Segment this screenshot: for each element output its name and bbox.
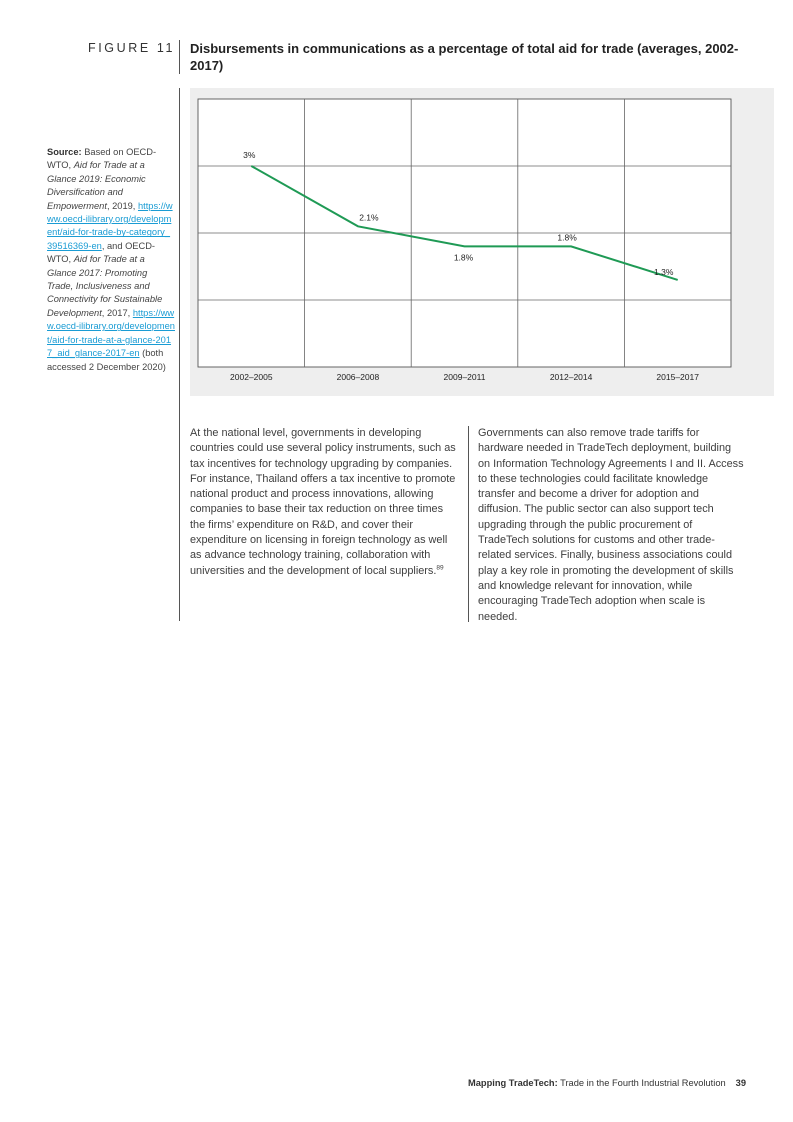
source-intro: Based on OECD-WTO, <box>47 147 157 171</box>
source-ref1-link[interactable]: https://www.oecd-ilibrary.org/development/aid-for-trade-by-category_39516369-en <box>47 200 173 251</box>
page-number: 39 <box>735 1078 746 1088</box>
data-label: 2.1% <box>359 212 379 223</box>
source-ref2-year: , 2017, <box>101 307 131 318</box>
x-tick-label: 2009–2011 <box>443 372 486 382</box>
left-paragraph: At the national level, governments in developing countries could use several policy instruments, such as tax incentives for technology upgrading by companies. For instance, Thailand offers a tax incentive to promote national product and process innovations, allowing companies to base their tax reduction on three times the firms’ expenditure on R&D, and cover their expenditure on licensing in foreign technology as well as advance technology training, collaboration with universities and the development of local suppliers. <box>190 427 456 577</box>
line-chart <box>190 88 774 396</box>
source-note <box>47 146 175 374</box>
x-tick-label: 2012–2014 <box>549 372 593 382</box>
footer-title-bold: Mapping TradeTech: <box>467 1078 558 1088</box>
source-ref1-title: Aid for Trade at a Glance 2019: Economic Diversification and Empowerment <box>47 160 146 211</box>
data-label: 3% <box>243 150 256 160</box>
source-ref2-title: Aid for Trade at a Glance 2017: Promoting Trade, Inclusiveness and Connectivity for Sustainable Development <box>47 254 163 318</box>
footer-title-rest: Trade in the Fourth Industrial Revolution <box>557 1078 726 1088</box>
x-tick-label: 2015–2017 <box>656 372 699 382</box>
figure-divider <box>179 40 180 74</box>
body-column-right <box>478 426 744 625</box>
sidebar-divider <box>179 88 180 621</box>
data-label: 1.8% <box>453 252 474 263</box>
column-divider <box>468 426 469 622</box>
figure-label: FIGURE 11 <box>88 41 176 55</box>
source-label: Source: <box>47 147 82 157</box>
footnote-ref: 89 <box>436 564 444 572</box>
source-accessed: (both accessed 2 December 2020) <box>47 348 166 372</box>
data-label: 1.8% <box>557 232 577 243</box>
body-column-left <box>190 426 456 579</box>
x-tick-label: 2002–2005 <box>230 372 273 382</box>
page-footer <box>468 1078 746 1088</box>
source-ref1-year: , 2019, <box>106 200 136 211</box>
chart-panel <box>190 88 774 396</box>
figure-title: Disbursements in communications as a percentage of total aid for trade (averages, 2002-2017) <box>190 41 739 73</box>
right-paragraph: Governments can also remove trade tariffs for hardware needed in TradeTech deployment, building on Information Technology Agreements I and II. Access to these technologies could facilitate knowledge transfer and become a driver for adoption and diffusion. The public sector can also support tech upgrading through the public procurement of TradeTech solutions for customs and other trade-related services. Finally, business associations could play a key role in promoting the development of skills and knowledge relevant for innovation, while encouraging TradeTech adoption when scale is needed. <box>478 427 744 623</box>
data-label: 1.3% <box>654 266 674 277</box>
source-ref2-link[interactable]: https://www.oecd-ilibrary.org/development/aid-for-trade-at-a-glance-2017_aid_glance-2017-en <box>47 307 175 359</box>
x-tick-label: 2006–2008 <box>336 372 380 382</box>
source-and: , and OECD-WTO, <box>47 240 156 265</box>
